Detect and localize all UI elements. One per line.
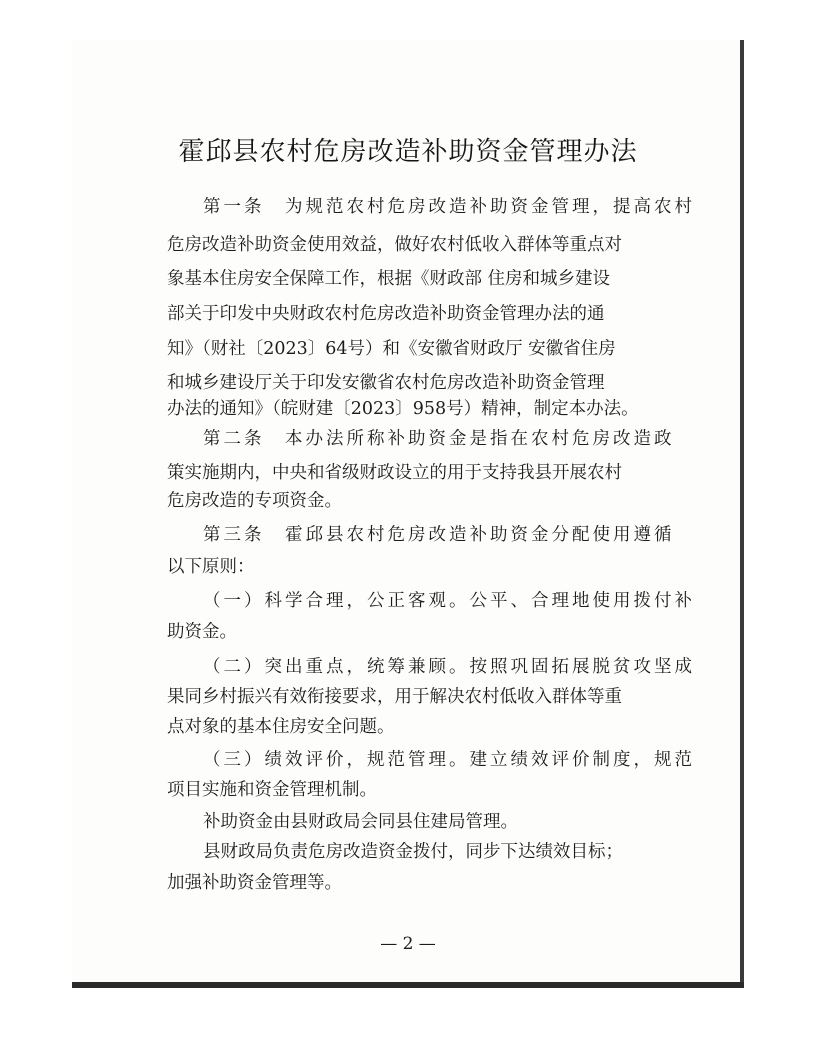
body-line: （一）科学合理，公正客观。公平、合理地使用拨付补 bbox=[203, 591, 695, 611]
scan-edge-right bbox=[740, 40, 744, 988]
body-line: 危房改造的专项资金。 bbox=[167, 491, 342, 511]
body-line: 果同乡村振兴有效衔接要求，用于解决农村低收入群体等重 bbox=[167, 687, 622, 707]
body-line: 助资金。 bbox=[167, 622, 237, 642]
scan-edge-bottom bbox=[72, 982, 744, 988]
body-line: 第一条 为规范农村危房改造补助资金管理，提高农村 bbox=[203, 197, 695, 217]
document-title: 霍邱县农村危房改造补助资金管理办法 bbox=[178, 137, 638, 167]
body-line: 策实施期内，中央和省级财政设立的用于支持我县开展农村 bbox=[167, 463, 622, 483]
body-line: 和城乡建设厅关于印发安徽省农村危房改造补助资金管理 bbox=[167, 373, 605, 393]
body-line: 县财政局负责危房改造资金拨付，同步下达绩效目标； bbox=[203, 842, 623, 862]
body-line: （三）绩效评价，规范管理。建立绩效评价制度，规范 bbox=[203, 750, 695, 770]
body-line: 项目实施和资金管理机制。 bbox=[167, 780, 377, 800]
body-line: 办法的通知》（皖财建〔2023〕958号）精神，制定本办法。 bbox=[167, 399, 639, 419]
body-line: 象基本住房安全保障工作，根据《财政部 住房和城乡建设 bbox=[167, 269, 611, 289]
body-line: 部关于印发中央财政农村危房改造补助资金管理办法的通 bbox=[167, 304, 605, 324]
body-line: 知》（财社〔2023〕64号）和《安徽省财政厅 安徽省住房 bbox=[167, 339, 616, 359]
body-line: 补助资金由县财政局会同县住建局管理。 bbox=[203, 812, 518, 832]
body-line: 点对象的基本住房安全问题。 bbox=[167, 717, 395, 737]
body-line: 以下原则： bbox=[167, 557, 255, 577]
body-line: 第二条 本办法所称补助资金是指在农村危房改造政 bbox=[203, 429, 675, 449]
body-line: 第三条 霍邱县农村危房改造补助资金分配使用遵循 bbox=[203, 525, 675, 545]
body-line: 危房改造补助资金使用效益，做好农村低收入群体等重点对 bbox=[167, 235, 622, 255]
body-line: （二）突出重点，统筹兼顾。按照巩固拓展脱贫攻坚成 bbox=[203, 657, 695, 677]
page-number: — 2 — bbox=[380, 934, 436, 954]
body-line: 加强补助资金管理等。 bbox=[167, 873, 342, 893]
